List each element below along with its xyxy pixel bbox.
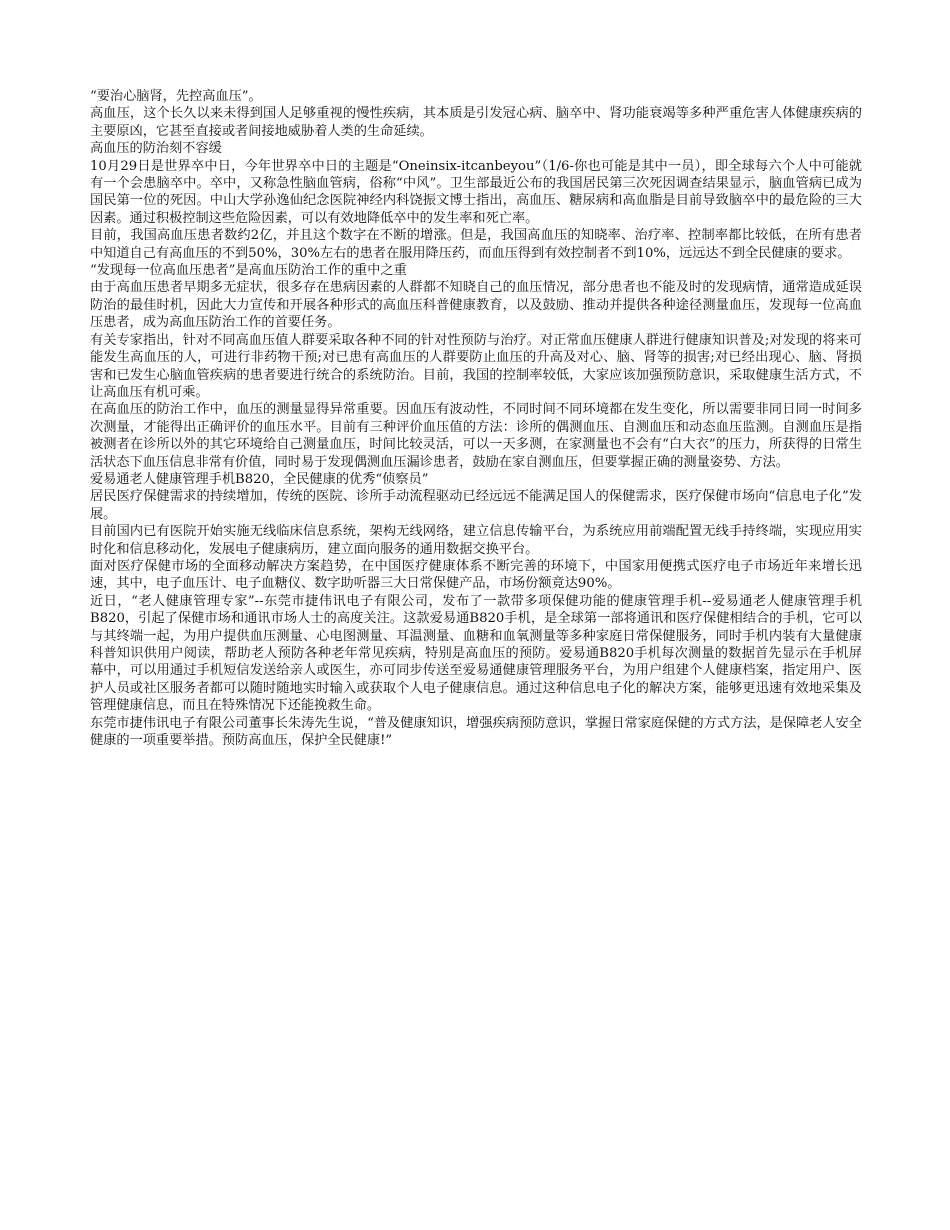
patient-statistics-paragraph: 目前，我国高血压患者数约2亿，并且这个数字在不断的增涨。但是，我国高血压的知晓率、治疗率、控制率都比较低，在所有患者中知道自己有高血压的不到50%，30%左右的患者在服用降压药，而血压得到有效控制者不到10%，远远达不到全民健康的要求。 xyxy=(90,228,862,261)
healthcare-demand-paragraph: 居民医疗保健需求的持续增加，传统的医院、诊所手动流程驱动已经远远不能满足国人的保健需求，医疗保健市场向“信息电子化”发展。 xyxy=(90,489,862,522)
section-heading-phone-b820: 爱易通老人健康管理手机B820，全民健康的优秀“侦察员” xyxy=(90,471,429,487)
chairman-quote-paragraph: 东莞市捷伟讯电子有限公司董事长朱涛先生说，“普及健康知识，增强疾病预防意识，掌握日常家庭保健的方式方法，是保障老人安全健康的一项重要举措。预防高血压，保护全民健康!” xyxy=(90,715,862,749)
opening-slogan: “要治心脑肾，先控高血压”。 xyxy=(90,89,262,104)
market-trend-paragraph: 面对医疗保健市场的全面移动解决方案趋势，在中国医疗健康体系不断完善的环境下，中国家用便携式医疗电子市场近年来增长迅速，其中，电子血压计、电子血糖仪、数字助听器三大日常保健产品，市场份额竟达90%。 xyxy=(90,558,862,592)
product-launch-paragraph: 近日，“老人健康管理专家”--东莞市捷伟讯电子有限公司，发布了一款带多项保健功能的健康管理手机--爱易通老人健康管理手机B820，引起了保健市场和通讯市场人士的高度关注。这款爱易通B820手机，是全球第一部将通讯和医疗保健相结合的手机，它可以与其终端一起，为用户提供血压测量、心电图测量、耳温测量、血糖和血氧测量等多种家庭日常保健服务，同时手机内装有大量健康科普知识供用户阅读，帮助老人预防各种老年常见疾病，特别是高血压的预防。爱易通B820手机每次测量的数据首先显示在手机屏幕中，可以用通过手机短信发送给亲人或医生，亦可同步传送至爱易通健康管理服务平台，为用户组建个人健康档案，指定用户、医护人员或社区服务者都可以随时随地实时输入或获取个人电子健康信息。通过这种信息电子化的解决方案，能够更迅速有效地采集及管理健康信息，而且在特殊情况下还能挽救生命。 xyxy=(90,593,862,714)
blood-pressure-measurement-paragraph: 在高血压的防治工作中，血压的测量显得异常重要。因血压有波动性，不同时间不同环境都在发生变化，所以需要非同日同一时间多次测量，才能得出正确评价的血压水平。目前有三种评价血压值的方法：诊所的偶测血压、自测血压和动态血压监测。自测血压是指被测者在诊所以外的其它环境给自己测量血压，时间比较灵活，可以一天多测，在家测量也不会有“白大衣”的压力，所获得的日常生活状态下血压信息非常有价值，同时易于发现偶测血压漏诊患者，鼓励在家自测血压，但要掌握正确的测量姿势、方法。 xyxy=(90,402,862,470)
stroke-day-paragraph: 10月29日是世界卒中日，今年世界卒中日的主题是“Oneinsix-itcanbeyou”（1/6-你也可能是其中一员），即全球每六个人中可能就有一个会患脑卒中。卒中，又称急性脑血管病，俗称“中风”。卫生部最近公布的我国居民第三次死因调查结果显示，脑血管病已成为国民第一位的死因。中山大学孙逸仙纪念医院神经内科饶振文博士指出，高血压、糖尿病和高血脂是目前导致脑卒中的最危险的三大因素。通过积极控制这些危险因素，可以有效地降低卒中的发生率和死亡率。 xyxy=(90,158,862,226)
expert-advice-paragraph: 有关专家指出，针对不同高血压值人群要采取各种不同的针对性预防与治疗。对正常血压健康人群进行健康知识普及;对发现的将来可能发生高血压的人，可进行非药物干预;对已患有高血压的人群要防止血压的升高及对心、脑、肾等的损害;对已经出现心、脑、肾损害和已发生心脑血管疾病的患者要进行统合的系统防治。目前，我国的控制率较低，大家应该加强预防意识，采取健康生活方式，不让高血压有机可乘。 xyxy=(90,332,862,400)
section-heading-prevention-urgent: 高血压的防治刻不容缓 xyxy=(90,141,222,157)
document-body xyxy=(90,88,862,749)
section-heading-discover-patients: “发现每一位高血压患者”是高血压防治工作的重中之重 xyxy=(90,263,407,279)
wireless-system-paragraph: 目前国内已有医院开始实施无线临床信息系统，架构无线网络，建立信息传输平台，为系统应用前端配置无线手持终端，实现应用实时化和信息移动化，发展电子健康病历，建立面向服务的通用数据交换平台。 xyxy=(90,524,862,557)
intro-paragraph: 高血压，这个长久以来未得到国人足够重视的慢性疾病，其本质是引发冠心病、脑卒中、肾功能衰竭等多种严重危害人体健康疾病的主要原凶，它甚至直接或者间接地威胁着人类的生命延续。 xyxy=(90,106,862,139)
early-detection-paragraph: 由于高血压患者早期多无症状，很多存在患病因素的人群都不知晓自己的血压情况，部分患者也不能及时的发现病情，通常造成延误防治的最佳时机，因此大力宣传和开展各种形式的高血压科普健康教育，以及鼓励、推动并提供各种途径测量血压，发现每一位高血压患者，成为高血压防治工作的首要任务。 xyxy=(90,280,862,331)
